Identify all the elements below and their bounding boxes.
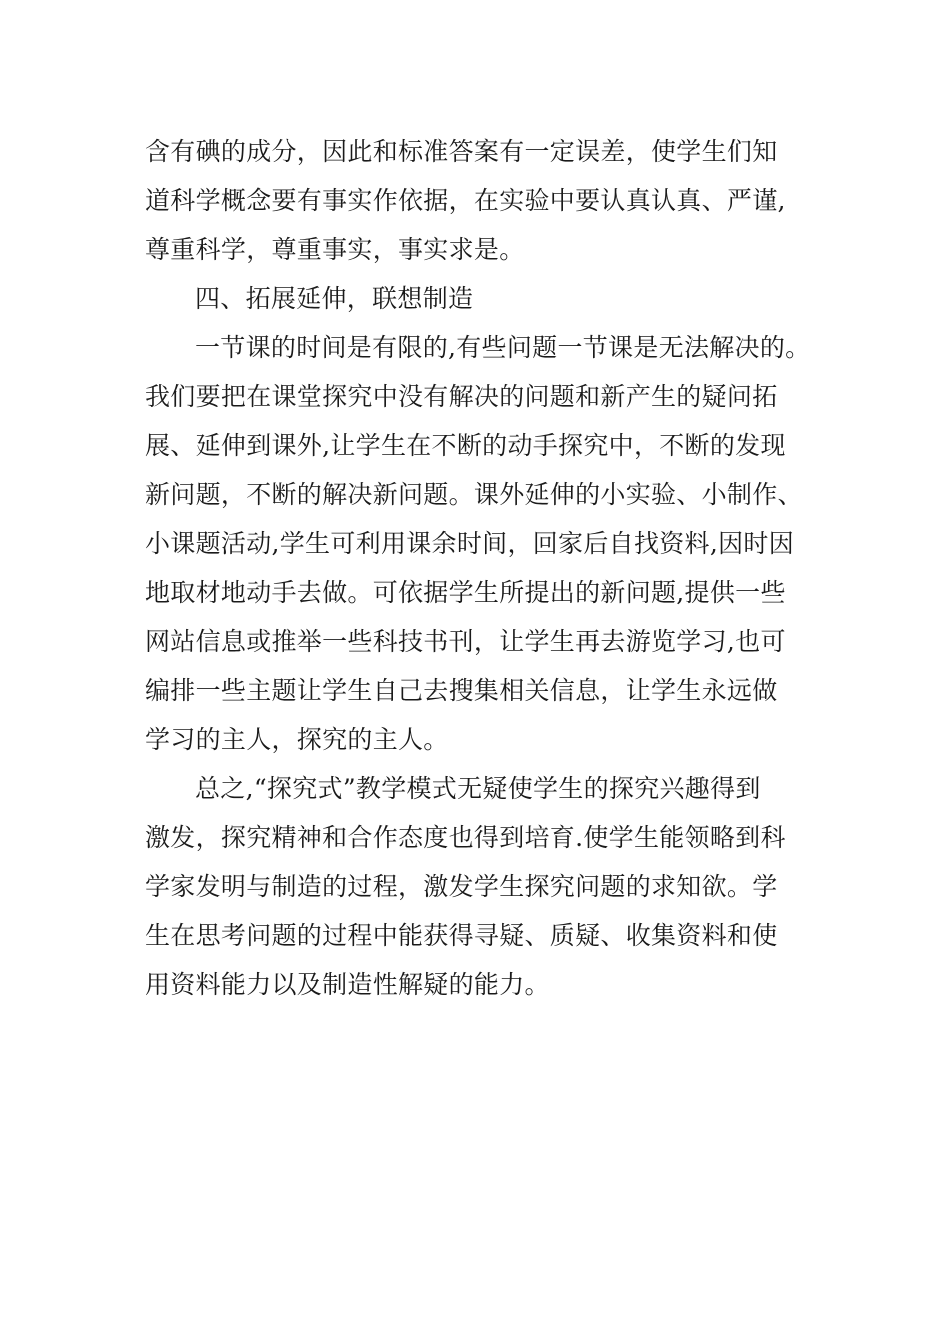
paragraph-line: 学习的主人，探究的主人。 xyxy=(145,725,449,754)
paragraph-line: 一节课的时间是有限的,有些问题一节课是无法解决的。 xyxy=(195,333,811,362)
paragraph-line: 激发，探究精神和合作态度也得到培育.使学生能领略到科 xyxy=(145,823,786,852)
paragraph-line: 总之,“探究式”教学模式无疑使学生的探究兴趣得到 xyxy=(195,774,761,803)
section-heading: 四、拓展延伸，联想制造 xyxy=(195,284,474,313)
paragraph-line: 生在思考问题的过程中能获得寻疑、质疑、收集资料和使 xyxy=(145,921,778,950)
paragraph-line: 学家发明与制造的过程，激发学生探究问题的求知欲。学 xyxy=(145,872,778,901)
paragraph-line: 含有碘的成分，因此和标准答案有一定误差，使学生们知 xyxy=(145,137,778,166)
paragraph-line: 编排一些主题让学生自己去搜集相关信息，让学生永远做 xyxy=(145,676,778,705)
paragraph-line: 用资料能力以及制造性解疑的能力。 xyxy=(145,970,550,999)
paragraph-line: 地取材地动手去做。可依据学生所提出的新问题,提供一些 xyxy=(145,578,786,607)
paragraph-line: 网站信息或推举一些科技书刊，让学生再去游览学习,也可 xyxy=(145,627,786,656)
document-body xyxy=(145,127,811,1009)
paragraph-line: 小课题活动,学生可利用课余时间，回家后自找资料,因时因 xyxy=(145,529,794,558)
paragraph-line: 我们要把在课堂探究中没有解决的问题和新产生的疑问拓 xyxy=(145,382,778,411)
paragraph-line: 新问题，不断的解决新问题。课外延伸的小实验、小制作、 xyxy=(145,480,803,509)
paragraph-line: 道科学概念要有事实作依据，在实验中要认真认真、严谨, xyxy=(145,186,786,215)
paragraph-line: 展、延伸到课外,让学生在不断的动手探究中，不断的发现 xyxy=(145,431,786,460)
paragraph-line: 尊重科学，尊重事实，事实求是。 xyxy=(145,235,525,264)
